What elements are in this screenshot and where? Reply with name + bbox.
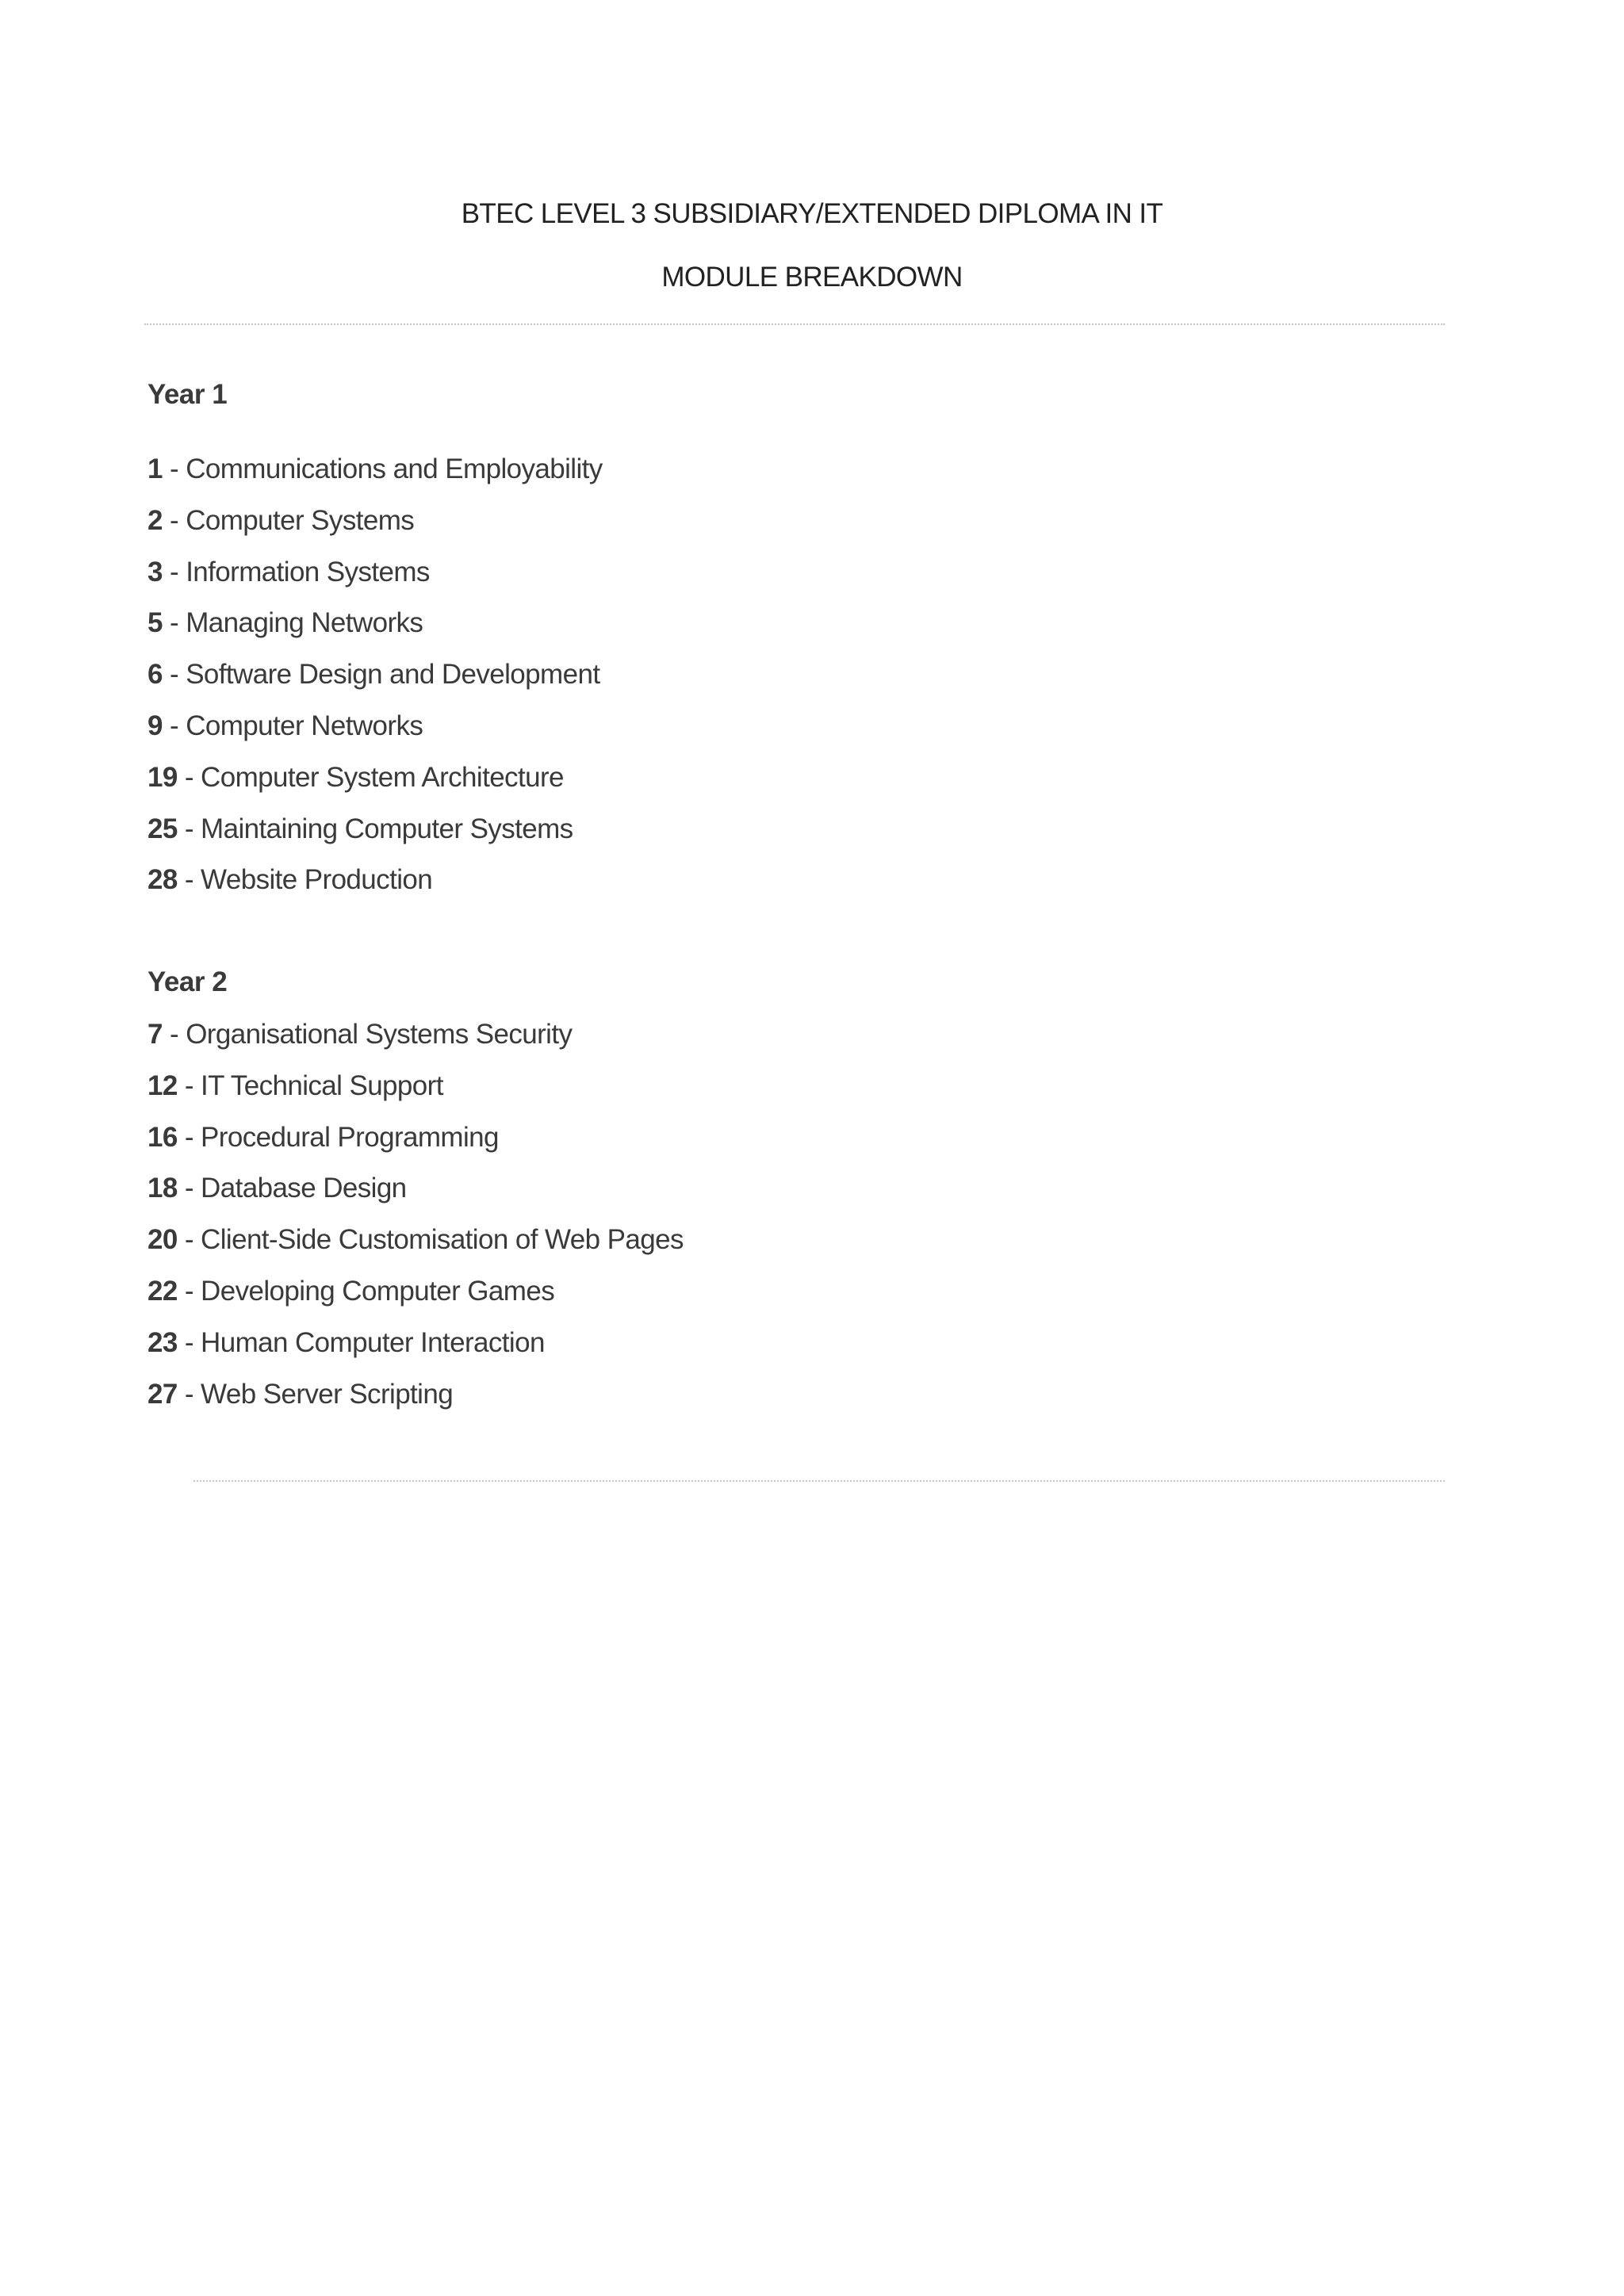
module-number: 22 xyxy=(147,1275,178,1307)
year-2-module-list xyxy=(147,1017,684,1428)
module-number: 18 xyxy=(147,1173,178,1204)
module-name: Website Production xyxy=(201,864,433,896)
module-number: 7 xyxy=(147,1019,163,1050)
top-divider xyxy=(144,323,1445,325)
module-item xyxy=(147,503,603,555)
document-subtitle: MODULE BREAKDOWN xyxy=(661,262,963,293)
module-item xyxy=(147,1171,684,1223)
module-separator: - xyxy=(162,453,186,484)
module-separator: - xyxy=(177,1173,201,1204)
bottom-divider xyxy=(193,1480,1445,1482)
module-name: Communications and Employability xyxy=(186,453,603,484)
year-1-module-list xyxy=(147,452,603,914)
module-name: Managing Networks xyxy=(186,607,423,639)
module-number: 20 xyxy=(147,1224,178,1256)
module-name: Information Systems xyxy=(186,556,430,587)
module-number: 5 xyxy=(147,607,163,639)
module-separator: - xyxy=(162,1019,186,1050)
module-number: 2 xyxy=(147,504,163,536)
module-number: 19 xyxy=(147,761,178,793)
module-item xyxy=(147,1120,684,1172)
module-item xyxy=(147,760,603,812)
module-number: 25 xyxy=(147,813,178,844)
module-name: Maintaining Computer Systems xyxy=(201,813,573,844)
module-name: Computer System Architecture xyxy=(201,761,564,793)
module-separator: - xyxy=(162,710,186,741)
module-name: Procedural Programming xyxy=(201,1121,499,1153)
module-name: Database Design xyxy=(201,1173,407,1204)
module-separator: - xyxy=(162,556,186,587)
module-item xyxy=(147,555,603,607)
module-separator: - xyxy=(177,1378,201,1410)
module-number: 12 xyxy=(147,1070,178,1101)
year-1-heading: Year 1 xyxy=(147,379,228,410)
module-separator: - xyxy=(177,761,201,793)
module-number: 28 xyxy=(147,864,178,896)
module-name: Human Computer Interaction xyxy=(201,1326,545,1358)
module-name: Computer Systems xyxy=(186,504,415,536)
module-separator: - xyxy=(162,607,186,639)
module-separator: - xyxy=(177,1275,201,1307)
module-name: Software Design and Development xyxy=(186,659,600,691)
module-name: Organisational Systems Security xyxy=(186,1019,573,1050)
module-item xyxy=(147,452,603,503)
module-name: Web Server Scripting xyxy=(201,1378,454,1410)
module-item xyxy=(147,1017,684,1069)
document-title: BTEC LEVEL 3 SUBSIDIARY/EXTENDED DIPLOMA IN IT xyxy=(461,198,1163,229)
module-name: IT Technical Support xyxy=(201,1070,443,1101)
module-item xyxy=(147,1326,684,1377)
module-item xyxy=(147,1069,684,1120)
module-number: 3 xyxy=(147,556,163,587)
module-separator: - xyxy=(162,504,186,536)
module-item xyxy=(147,863,603,914)
module-item xyxy=(147,1223,684,1274)
module-separator: - xyxy=(177,1121,201,1153)
module-number: 6 xyxy=(147,659,163,691)
module-item xyxy=(147,709,603,760)
module-number: 23 xyxy=(147,1326,178,1358)
module-number: 27 xyxy=(147,1378,178,1410)
module-name: Developing Computer Games xyxy=(201,1275,555,1307)
module-item xyxy=(147,812,603,863)
module-number: 9 xyxy=(147,710,163,741)
module-item xyxy=(147,1274,684,1326)
module-number: 1 xyxy=(147,453,163,484)
module-separator: - xyxy=(177,864,201,896)
module-name: Computer Networks xyxy=(186,710,423,741)
module-item xyxy=(147,657,603,709)
module-separator: - xyxy=(162,659,186,691)
module-name: Client-Side Customisation of Web Pages xyxy=(201,1224,684,1256)
year-2-heading: Year 2 xyxy=(147,966,228,997)
module-item xyxy=(147,606,603,657)
module-separator: - xyxy=(177,1070,201,1101)
module-number: 16 xyxy=(147,1121,178,1153)
module-item xyxy=(147,1377,684,1429)
module-separator: - xyxy=(177,1224,201,1256)
module-separator: - xyxy=(177,1326,201,1358)
module-separator: - xyxy=(177,813,201,844)
